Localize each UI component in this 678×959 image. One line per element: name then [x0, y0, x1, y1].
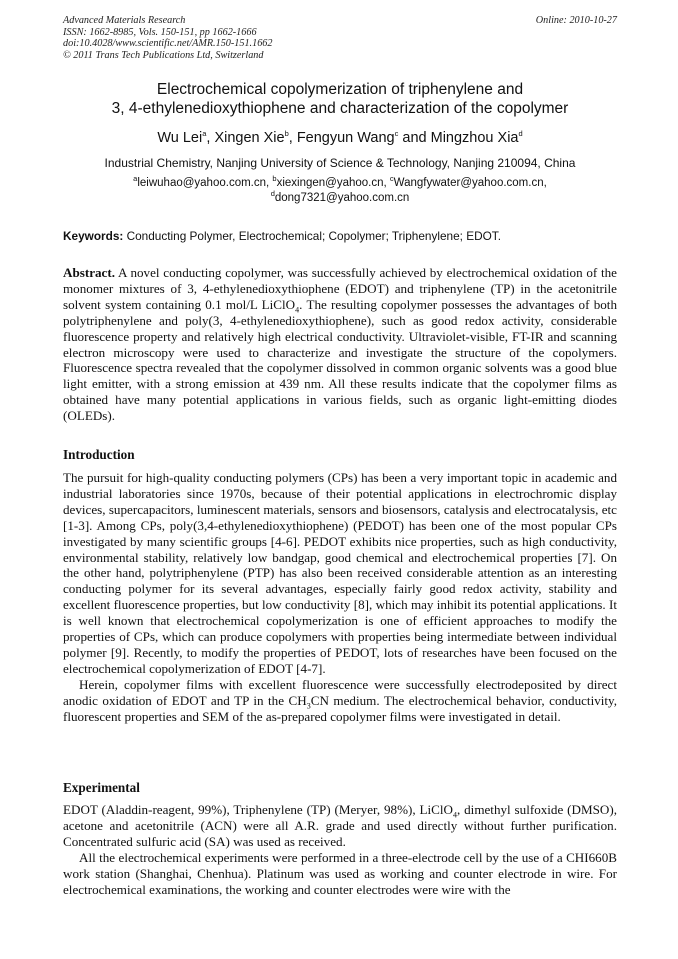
keywords-label: Keywords: — [63, 229, 124, 243]
email-mark: d — [270, 189, 275, 199]
email-mark: a — [133, 174, 138, 184]
email-list — [63, 176, 617, 206]
author-mark: d — [518, 129, 523, 139]
email-address: dong7321@yahoo.com.cn — [274, 192, 410, 204]
experimental-body — [63, 802, 617, 897]
email-line-2 — [63, 191, 617, 206]
author-separator: , — [206, 130, 215, 146]
abstract — [63, 265, 617, 424]
subscript: 3 — [306, 701, 311, 711]
journal-header — [63, 15, 617, 61]
section-heading-experimental: Experimental — [63, 780, 140, 795]
email-address: xiexingen@yahoo.cn — [276, 177, 384, 189]
author-name: Xingen Xie — [214, 130, 285, 146]
copyright-line: © 2011 Trans Tech Publications Ltd, Switzerland — [63, 49, 264, 61]
paragraph: The pursuit for high-quality conducting polymers (CPs) has been a very important topic in academic and industrial laboratories since 1970s, because of their potential applications in electrochromic display devices, supercapacitors, luminescent materials, sensors and biosensors, catalysis and electrocatalysis, etc [1-3]. Among CPs, poly(3,4-ethylenedioxythiophene) (PEDOT) has been one of the most popular CPs investigated by many scientific groups [4-6]. PEDOT exhibits nice properties, such as high conductivity, environmental stability, relatively low bandgap, good chemical and electrochemical properties [7]. On the other hand, polytriphenylene (PTP) has also been received considerable attention as an interesting conducting polymer for its several advantages, especially fairly good redox activity, stability and excellent fluorescence properties, but low conductivity [8], which may inhibit its potential applications. It is well known that electrochemical copolymerization is one of efficient approaches to modify the properties of CPs, which can produce copolymers with properties being intermediate between individual polymer [9]. Recently, to modify the properties of PEDOT, lots of researches have been focused on the electrochemical copolymerization of EDOT [4-7]. — [63, 470, 617, 676]
title-line-2: 3, 4-ethylenedioxythiophene and characterization of the copolymer — [111, 100, 569, 117]
author-separator: , — [288, 130, 297, 146]
abstract-text: A novel conducting copolymer, was successfully achieved by electrochemical oxidation of the monomer mixtures of 3, 4-ethylenedioxythiophene (EDOT) and triphenylene (TP) in the acetonitrile solvent system containing 0.1 mol/L LiClO — [63, 265, 617, 312]
paragraph-text: Herein, copolymer films with excellent fluorescence were successfully electrodeposited by direct anodic oxidation of EDOT and TP in the CH — [63, 676, 617, 708]
journal-name: Advanced Materials Research — [63, 15, 186, 26]
subscript: 4 — [452, 810, 457, 820]
issn-line: ISSN: 1662-8985, Vols. 150-151, pp 1662-1666 — [63, 26, 257, 38]
abstract-text: . The resulting copolymer possesses the advantages of both polytriphenylene and poly(3, 4-ethylenedioxythiophene), such as good redox activity, considerable fluorescence property and relatively high electrical conductivity. Ultraviolet-visible, FT-IR and scanning electron microscopy were used to characterize and investigate the structure of the copolymers. Fluorescence spectra revealed that the copolymer dissolved in common organic solvents was a good blue light emitter, with a strong emission at 439 nm. All these results indicate that the copolymer films as obtained have many potential applications in various fields, such as organic light-emitting diodes (OLEDs). — [63, 296, 617, 424]
keywords-text: Conducting Polymer, Electrochemical; Copolymer; Triphenylene; EDOT. — [123, 229, 501, 243]
email-mark: b — [272, 174, 277, 184]
section-heading-introduction: Introduction — [63, 447, 135, 462]
introduction-body — [63, 470, 617, 725]
author-mark: b — [284, 129, 289, 139]
email-line-1: $^a$leiwuhao@yahoo.com.cn, $^b$xiexingen@yahoo.cn, $^c$Wangfywater@yahoo.com.cn, — [133, 174, 547, 189]
author-mark: c — [394, 129, 399, 139]
doi-line: doi:10.4028/www.scientific.net/AMR.150-151.1662 — [63, 38, 273, 50]
paragraph-text: CN medium. The electrochemical behavior, conductivity, fluorescent properties and SEM of the as-prepared copolymer films were investigated in detail. — [63, 692, 618, 724]
title-line-1: Electrochemical copolymerization of triphenylene and — [156, 81, 524, 98]
paragraph-text: EDOT (Aladdin-reagent, 99%), Triphenylene (TP) (Meryer, 98%), LiClO — [63, 802, 453, 817]
paper-title — [63, 80, 617, 118]
subscript: 4 — [295, 305, 300, 315]
author-list — [63, 129, 617, 147]
keywords — [63, 229, 617, 244]
email-address: Wangfywater@yahoo.com.cn — [393, 177, 544, 189]
paragraph — [63, 802, 617, 850]
author-mark: a — [202, 129, 207, 139]
paragraph: All the electrochemical experiments were performed in a three-electrode cell by the use of a CHI660B work station (Shanghai, Chenhua). Platinum was used as working and counter electrode in wire. For electrochemical examinations, the working and counter electrodes were wire with the — [63, 849, 617, 897]
online-date: Online: 2010-10-27 — [535, 15, 617, 26]
email-address: leiwuhao@yahoo.com.cn — [137, 177, 267, 189]
author-and: and — [398, 130, 431, 146]
paragraph-text: , dimethyl sulfoxide (DMSO), acetone and acetonitrile (ACN) were all A.R. grade and used directly without further purification. Concentrated sulfuric acid (SA) was used as received. — [63, 802, 617, 849]
author-name: Fengyun Wang — [296, 130, 395, 146]
paragraph — [63, 677, 617, 725]
email-mark: c — [389, 174, 394, 184]
author-name: Wu Lei — [157, 130, 203, 146]
affiliation: Industrial Chemistry, Nanjing University of Science & Technology, Nanjing 210094, China — [104, 156, 576, 170]
abstract-label: Abstract. — [63, 265, 115, 280]
author-name: Mingzhou Xia — [430, 130, 519, 146]
